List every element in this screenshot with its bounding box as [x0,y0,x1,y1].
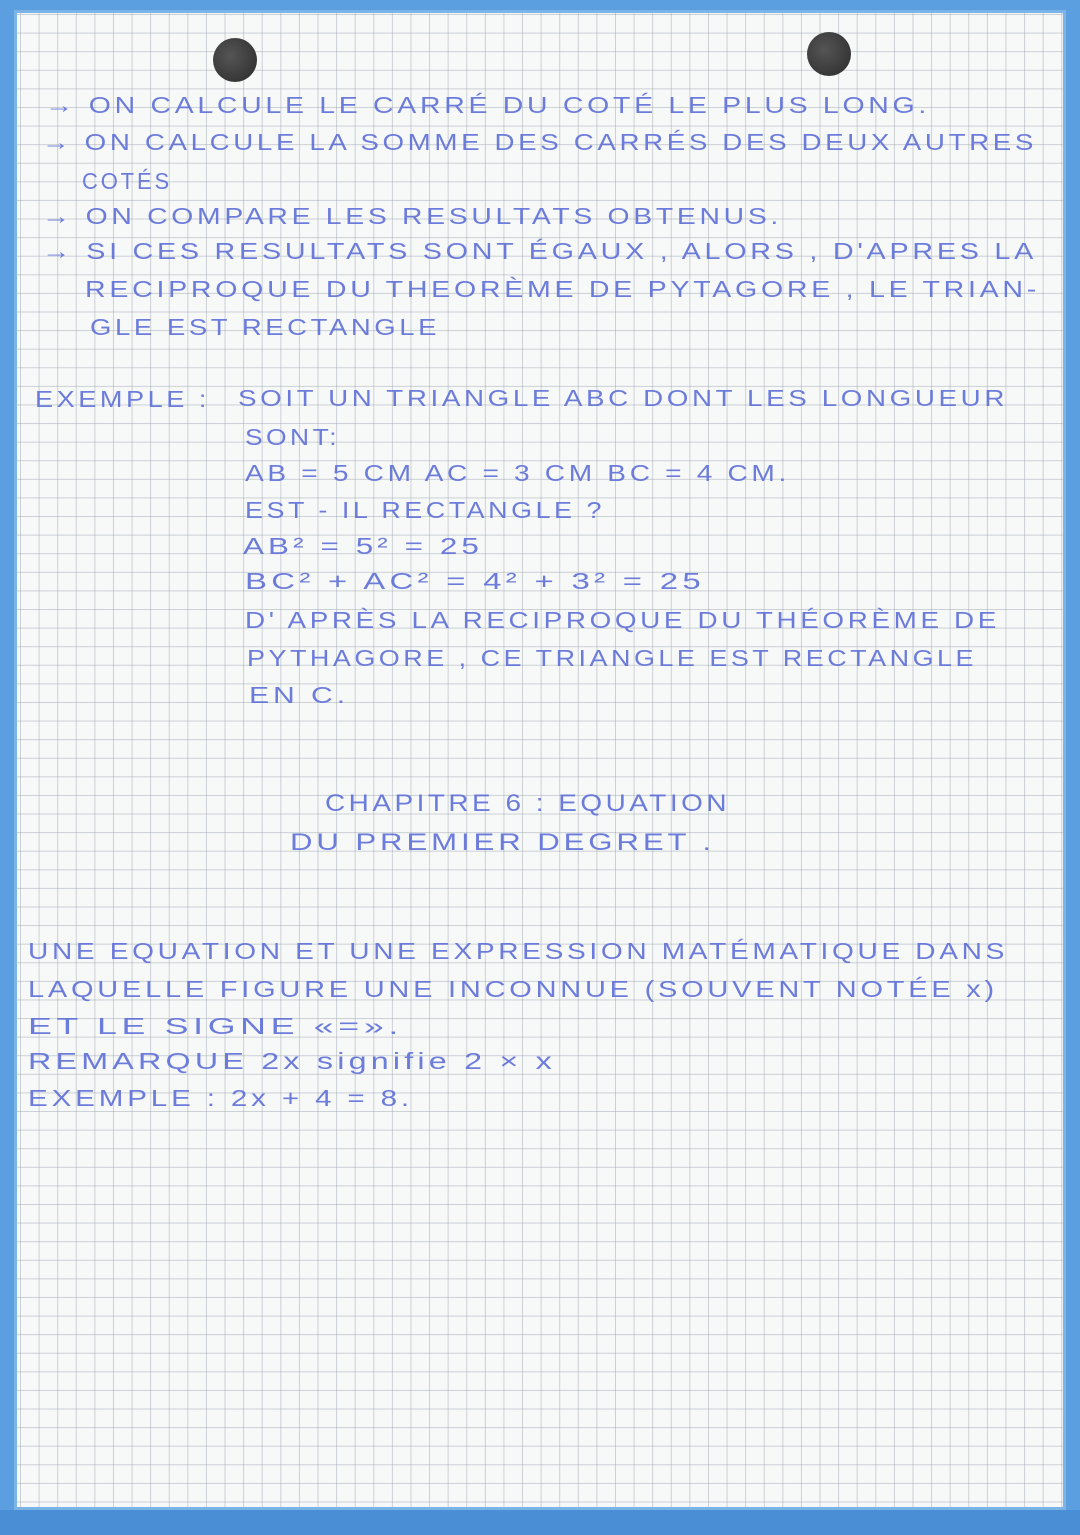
example-line: D' APRÈS LA RECIPROQUE DU THÉORÈME DE [245,607,1000,633]
step-line: RECIPROQUE DU THEORÈME DE PYTAGORE , LE TRIAN- [85,276,1040,302]
definition-line: LAQUELLE FIGURE UNE INCONNUE (SOUVENT NOTÉE x) [28,976,999,1002]
definition-line: ET LE SIGNE «=». [28,1013,403,1039]
definition-line: EXEMPLE : 2x + 4 = 8. [28,1085,413,1111]
chapter-title-line: CHAPITRE 6 : EQUATION [325,790,730,817]
step-line: → ON CALCULE LE CARRÉ DU COTÉ LE PLUS LONG. [45,92,930,118]
chapter-title-line: DU PREMIER DEGRET . [290,829,715,856]
definition-line: REMARQUE 2x signifie 2 × x [28,1048,556,1074]
grid-paper-page [14,10,1066,1510]
step-line: COTÉS [82,168,172,194]
example-line: BC² + AC² = 4² + 3² = 25 [245,568,705,594]
punch-hole-left [213,38,257,82]
example-line: PYTHAGORE , CE TRIANGLE EST RECTANGLE [247,645,978,671]
example-line: EN C. [249,682,349,708]
example-line: EST - IL RECTANGLE ? [245,497,605,523]
example-line: SOIT UN TRIANGLE ABC DONT LES LONGUEUR [238,385,1008,411]
punch-hole-right [807,32,851,76]
definition-line: UNE EQUATION ET UNE EXPRESSION MATÉMATIQUE DANS [28,938,1008,964]
step-line: → ON COMPARE LES RESULTATS OBTENUS. [42,203,782,229]
example-line: SONT: [245,424,340,450]
example-label: EXEMPLE : [35,386,210,412]
example-line: AB² = 5² = 25 [243,533,483,559]
step-line: GLE EST RECTANGLE [90,314,441,340]
page-bottom-edge [0,1510,1080,1535]
example-line: AB = 5 CM AC = 3 CM BC = 4 CM. [245,460,790,486]
step-line: → ON CALCULE LA SOMME DES CARRÉS DES DEUX AUTRES [42,129,1037,155]
step-line: → SI CES RESULTATS SONT ÉGAUX , ALORS , D'APRES LA [42,238,1037,264]
